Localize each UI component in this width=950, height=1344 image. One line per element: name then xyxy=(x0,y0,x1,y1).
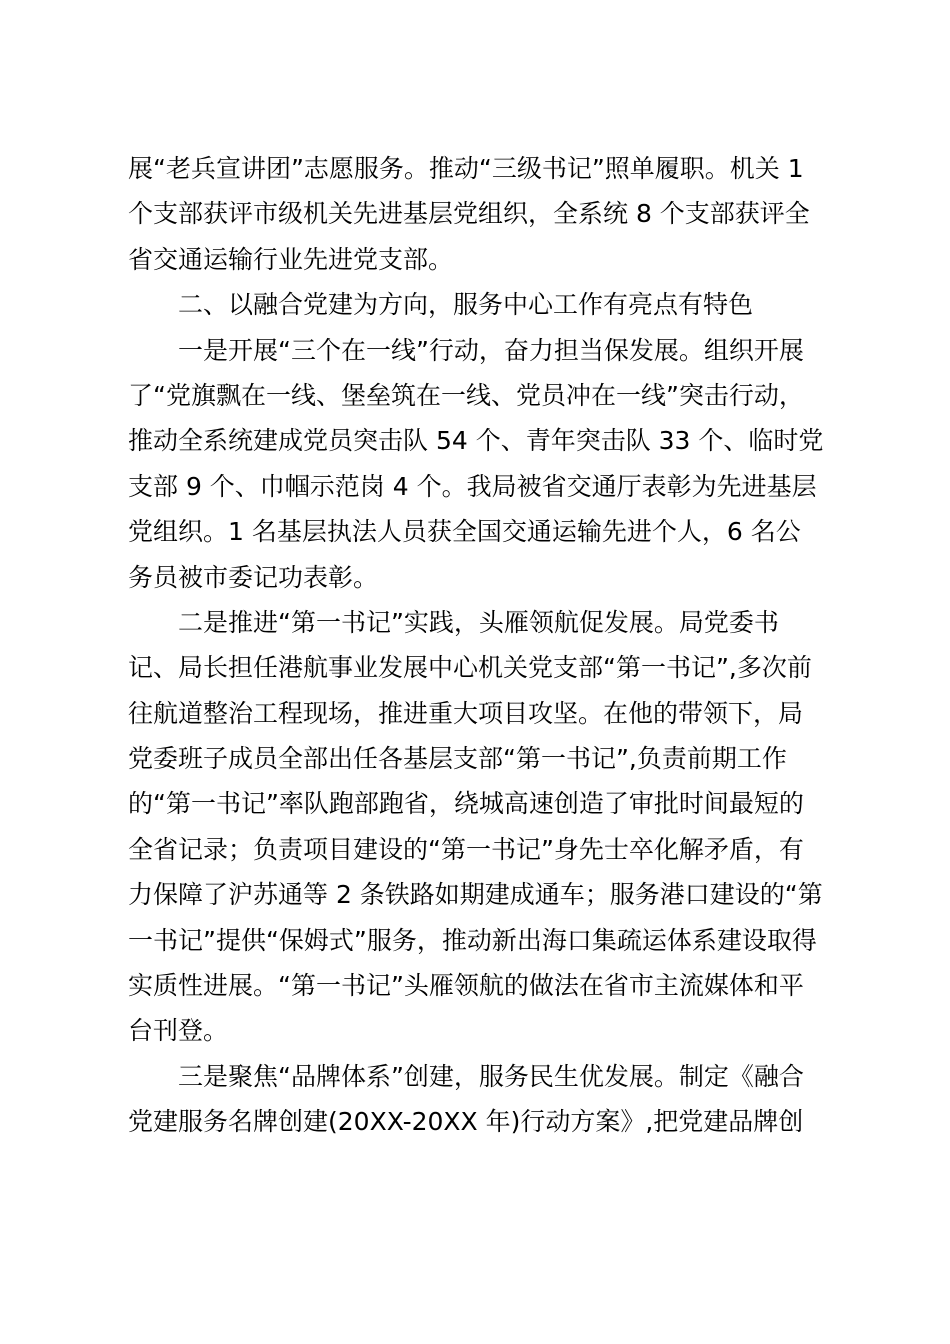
text-line: 展“老兵宣讲团”志愿服务。推动“三级书记”照单履职。机关 1 xyxy=(128,154,804,183)
text-line: 支部 9 个、巾帼示范岗 4 个。我局被省交通厅表彰为先进基层 xyxy=(128,471,817,501)
text-line: 一书记”提供“保姆式”服务，推动新出海口集疏运体系建设取得 xyxy=(128,925,817,955)
text-line: 二是推进“第一书记”实践，头雁领航促发展。局党委书 xyxy=(178,607,779,637)
text-line: 全省记录；负责项目建设的“第一书记”身先士卒化解矛盾，有 xyxy=(128,834,804,864)
text-line: 个支部获评市级机关先进基层党组织，全系统 8 个支部获评全 xyxy=(128,199,810,229)
text-line: 了“党旗飘在一线、堡垒筑在一线、党员冲在一线”突击行动， xyxy=(128,380,804,410)
text-line: 的“第一书记”率队跑部跑省，绕城高速创造了审批时间最短的 xyxy=(128,789,804,819)
text-line: 推动全系统建成党员突击队 54 个、青年突击队 33 个、临时党 xyxy=(128,426,824,456)
text-line: 实质性进展。“第一书记”头雁领航的做法在省市主流媒体和平 xyxy=(128,971,804,1001)
text-line: 记、局长担任港航事业发展中心机关党支部“第一书记”,多次前 xyxy=(128,653,812,683)
text-line: 台刊登。 xyxy=(128,1016,229,1046)
text-line: 一是开展“三个在一线”行动，奋力担当保发展。组织开展 xyxy=(178,335,804,365)
document-body xyxy=(128,146,828,1145)
text-line: 省交通运输行业先进党支部。 xyxy=(128,244,454,274)
text-line: 党建服务名牌创建(20XX-20XX 年)行动方案》,把党建品牌创 xyxy=(128,1107,804,1137)
text-line: 务员被市委记功表彰。 xyxy=(128,562,379,592)
text-line: 二、以融合党建为方向，服务中心工作有亮点有特色 xyxy=(178,290,754,320)
text-line: 力保障了沪苏通等 2 条铁路如期建成通车；服务港口建设的“第 xyxy=(128,880,823,910)
text-line: 党委班子成员全部出任各基层支部“第一书记”,负责前期工作 xyxy=(128,744,787,774)
text-line: 党组织。1 名基层执法人员获全国交通运输先进个人，6 名公 xyxy=(128,517,801,547)
text-line: 三是聚焦“品牌体系”创建，服务民生优发展。制定《融合 xyxy=(178,1061,804,1091)
text-line: 往航道整治工程现场，推进重大项目攻坚。在他的带领下，局 xyxy=(128,698,804,728)
